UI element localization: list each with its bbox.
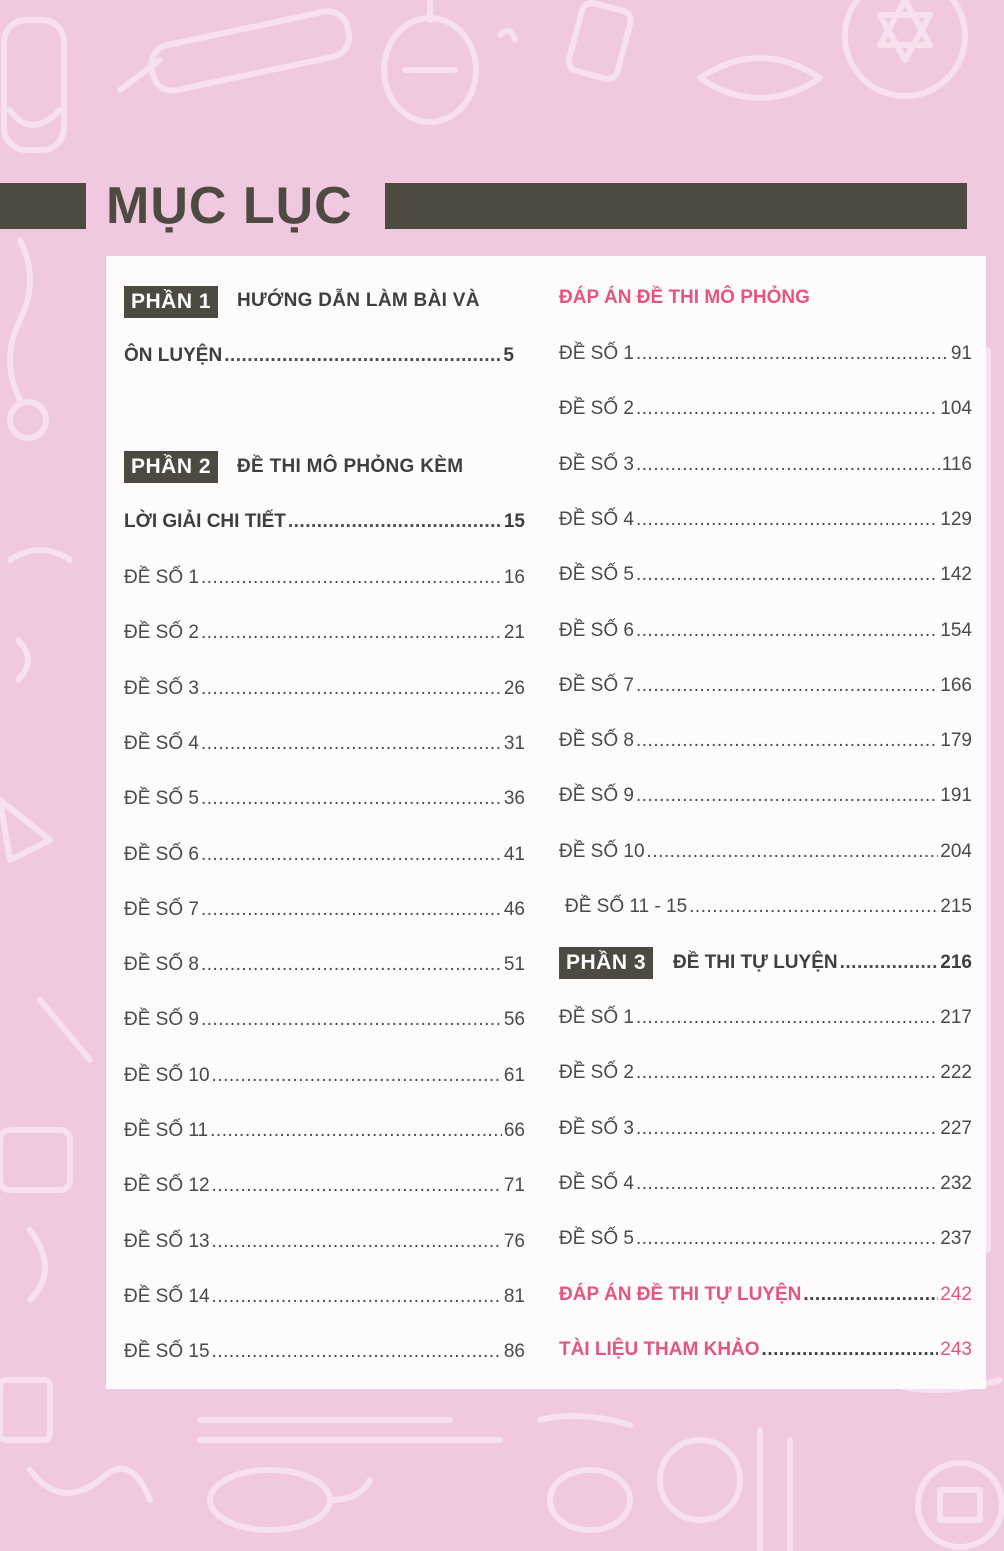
leader-dots — [762, 1338, 939, 1362]
leader-dots — [201, 566, 502, 590]
leader-dots — [689, 895, 938, 919]
toc-entry[interactable] — [559, 1172, 972, 1196]
toc-entry[interactable] — [124, 621, 525, 645]
answers-heading: ĐÁP ÁN ĐỀ THI MÔ PHỎNG — [559, 287, 810, 308]
leader-dots — [636, 784, 938, 808]
toc-entry-label: ĐỀ SỐ 6 — [124, 843, 199, 865]
toc-entry[interactable] — [124, 898, 525, 922]
toc-entry-label: ĐỀ SỐ 3 — [559, 453, 634, 475]
toc-entry-page: 86 — [503, 1341, 525, 1363]
leader-dots — [288, 510, 502, 534]
leader-dots — [840, 951, 939, 975]
leader-dots — [803, 1283, 938, 1307]
references-entry[interactable] — [559, 1338, 972, 1362]
part3-heading: ĐỀ THI TỰ LUYỆN — [673, 952, 838, 973]
leader-dots — [201, 898, 502, 922]
toc-entry-label: ĐỀ SỐ 2 — [559, 1062, 634, 1084]
toc-entry[interactable] — [559, 397, 972, 421]
toc-entry[interactable] — [559, 784, 972, 808]
toc-entry-label: ĐỀ SỐ 5 — [124, 788, 199, 810]
toc-entry-page: 36 — [503, 788, 525, 810]
leader-dots — [212, 1230, 502, 1254]
references-page: 243 — [940, 1339, 972, 1360]
leader-dots — [647, 840, 939, 864]
toc-entry[interactable] — [559, 508, 972, 532]
toc-entry-page: 66 — [503, 1120, 525, 1141]
references-label: TÀI LIỆU THAM KHẢO — [559, 1339, 760, 1360]
toc-entry[interactable] — [559, 619, 972, 643]
leader-dots — [201, 953, 502, 977]
toc-entry[interactable] — [559, 563, 972, 587]
toc-entry[interactable] — [124, 1174, 525, 1198]
toc-entry[interactable] — [124, 1008, 525, 1032]
part2-badge: PHẦN 2 — [124, 451, 218, 483]
toc-entry-label: ĐỀ SỐ 5 — [559, 1228, 634, 1250]
part3-page: 216 — [940, 952, 972, 973]
toc-entry-page: 51 — [503, 954, 525, 976]
leader-dots — [201, 787, 502, 811]
toc-entry-page: 142 — [940, 564, 972, 586]
toc-entry-page: 191 — [940, 785, 972, 807]
toc-entry-page: 204 — [940, 840, 972, 862]
leader-dots — [212, 1174, 502, 1198]
toc-entry-label: ĐỀ SỐ 8 — [559, 730, 634, 752]
toc-entry[interactable] — [559, 453, 972, 477]
page-title: MỤC LỤC — [106, 177, 353, 235]
toc-entry-page: 217 — [940, 1007, 972, 1028]
toc-entry[interactable] — [124, 1064, 525, 1088]
toc-entry-label: ĐỀ SỐ 1 — [559, 1007, 634, 1028]
leader-dots — [636, 1061, 938, 1085]
toc-entry[interactable] — [559, 729, 972, 753]
toc-entry-label: ĐỀ SỐ 1 — [559, 343, 634, 364]
toc-entry-label: ĐỀ SỐ 4 — [559, 1172, 634, 1194]
toc-entry-label: ĐỀ SỐ 6 — [559, 619, 634, 641]
self-answers-page: 242 — [940, 1284, 972, 1305]
leader-dots — [224, 344, 501, 368]
leader-dots — [636, 674, 938, 698]
leader-dots — [212, 1285, 502, 1309]
contents-panel — [106, 256, 986, 1389]
self-answers-entry[interactable] — [559, 1283, 972, 1307]
toc-entry[interactable] — [124, 1119, 525, 1143]
leader-dots — [636, 453, 940, 477]
toc-entry[interactable] — [559, 1006, 972, 1030]
toc-entry-label: ĐỀ SỐ 4 — [559, 508, 634, 530]
toc-entry-label: ĐỀ SỐ 2 — [124, 622, 199, 644]
toc-entry[interactable] — [124, 953, 525, 977]
part2-page: 15 — [503, 511, 525, 532]
toc-entry-page: 222 — [940, 1062, 972, 1084]
part1-entry[interactable] — [124, 344, 514, 368]
toc-entry-page: 116 — [941, 453, 972, 475]
toc-entry[interactable] — [124, 843, 525, 867]
part1-page: 5 — [503, 345, 514, 366]
toc-entry-page: 41 — [503, 843, 525, 865]
toc-entry-label: ĐỀ SỐ 11 - 15 — [565, 896, 688, 917]
toc-entry-label: ĐỀ SỐ 7 — [124, 898, 199, 920]
part2-entry[interactable] — [124, 510, 525, 534]
toc-entry-page: 104 — [940, 398, 972, 420]
toc-entry-page: 76 — [503, 1230, 525, 1252]
toc-entry-page: 232 — [940, 1172, 972, 1194]
toc-entry[interactable] — [565, 895, 972, 919]
toc-entry-page: 179 — [940, 730, 972, 752]
toc-entry-page: 46 — [503, 898, 525, 920]
leader-dots — [636, 1117, 938, 1141]
toc-entry-page: 26 — [503, 677, 525, 699]
toc-entry-page: 227 — [940, 1117, 972, 1139]
toc-entry-page: 71 — [503, 1175, 525, 1197]
toc-entry-page: 16 — [503, 567, 525, 588]
leader-dots — [636, 1227, 938, 1251]
toc-entry[interactable] — [124, 677, 525, 701]
toc-entry[interactable] — [124, 566, 525, 590]
toc-entry[interactable] — [559, 342, 972, 366]
toc-entry-label: ĐỀ SỐ 14 — [124, 1285, 210, 1307]
leader-dots — [636, 342, 949, 366]
toc-entry[interactable] — [124, 787, 525, 811]
toc-entry-label: ĐỀ SỐ 3 — [559, 1117, 634, 1139]
toc-entry-label: ĐỀ SỐ 4 — [124, 732, 199, 754]
toc-entry-label: ĐỀ SỐ 5 — [559, 564, 634, 586]
toc-entry[interactable] — [559, 674, 972, 698]
toc-entry-page: 154 — [940, 619, 972, 641]
toc-entry[interactable] — [559, 1117, 972, 1141]
toc-entry[interactable] — [124, 1230, 525, 1254]
leader-dots — [201, 732, 502, 756]
toc-entry[interactable] — [124, 1285, 525, 1309]
toc-entry-label: ĐỀ SỐ 3 — [124, 677, 199, 699]
toc-entry[interactable] — [559, 1061, 972, 1085]
part1-badge: PHẦN 1 — [124, 286, 218, 318]
toc-entry-page: 166 — [940, 674, 972, 696]
leader-dots — [636, 563, 938, 587]
toc-entry-label: ĐỀ SỐ 9 — [124, 1009, 199, 1031]
leader-dots — [636, 508, 938, 532]
part1-line2: ÔN LUYỆN — [124, 345, 223, 366]
toc-entry-label: ĐỀ SỐ 15 — [124, 1341, 210, 1363]
toc-entry-page: 61 — [503, 1064, 525, 1086]
toc-entry-label: ĐỀ SỐ 8 — [124, 954, 199, 976]
toc-entry-label: ĐỀ SỐ 12 — [124, 1175, 210, 1197]
toc-entry-label: ĐỀ SỐ 10 — [124, 1064, 210, 1086]
leader-dots — [210, 1119, 502, 1143]
toc-entry-label: ĐỀ SỐ 10 — [559, 840, 645, 862]
leader-dots — [636, 397, 938, 421]
toc-entry-page: 215 — [940, 896, 972, 917]
part3-entry[interactable] — [673, 951, 972, 975]
leader-dots — [212, 1340, 502, 1364]
toc-entry-page: 237 — [940, 1228, 972, 1250]
title-band-left — [0, 183, 86, 229]
part3-badge: PHẦN 3 — [559, 947, 653, 979]
leader-dots — [636, 619, 938, 643]
toc-entry-label: ĐỀ SỐ 2 — [559, 398, 634, 420]
toc-entry-label: ĐỀ SỐ 1 — [124, 567, 199, 588]
leader-dots — [201, 621, 502, 645]
part2-line2: LỜI GIẢI CHI TIẾT — [124, 511, 286, 532]
toc-entry-page: 81 — [503, 1285, 525, 1307]
toc-entry-label: ĐỀ SỐ 7 — [559, 674, 634, 696]
toc-entry[interactable] — [559, 1227, 972, 1251]
leader-dots — [636, 729, 938, 753]
leader-dots — [636, 1006, 938, 1030]
toc-entry-label: ĐỀ SỐ 13 — [124, 1230, 210, 1252]
toc-entry-page: 21 — [503, 622, 525, 644]
toc-entry[interactable] — [559, 840, 972, 864]
leader-dots — [201, 1008, 502, 1032]
toc-entry-label: ĐỀ SỐ 9 — [559, 785, 634, 807]
title-band-right — [385, 183, 967, 229]
toc-entry-page: 31 — [503, 732, 525, 754]
leader-dots — [212, 1064, 502, 1088]
toc-entry[interactable] — [124, 1340, 525, 1364]
toc-entry-page: 129 — [940, 508, 972, 530]
leader-dots — [201, 843, 502, 867]
toc-entry-page: 56 — [503, 1009, 525, 1031]
toc-entry[interactable] — [124, 732, 525, 756]
toc-entry-label: ĐỀ SỐ 11 — [124, 1120, 209, 1141]
leader-dots — [201, 677, 502, 701]
leader-dots — [636, 1172, 938, 1196]
part1-heading: HƯỚNG DẪN LÀM BÀI VÀ — [237, 290, 480, 311]
self-answers-label: ĐÁP ÁN ĐỀ THI TỰ LUYỆN — [559, 1284, 802, 1305]
part2-heading: ĐỀ THI MÔ PHỎNG KÈM — [237, 456, 464, 477]
toc-entry-page: 91 — [950, 343, 972, 364]
